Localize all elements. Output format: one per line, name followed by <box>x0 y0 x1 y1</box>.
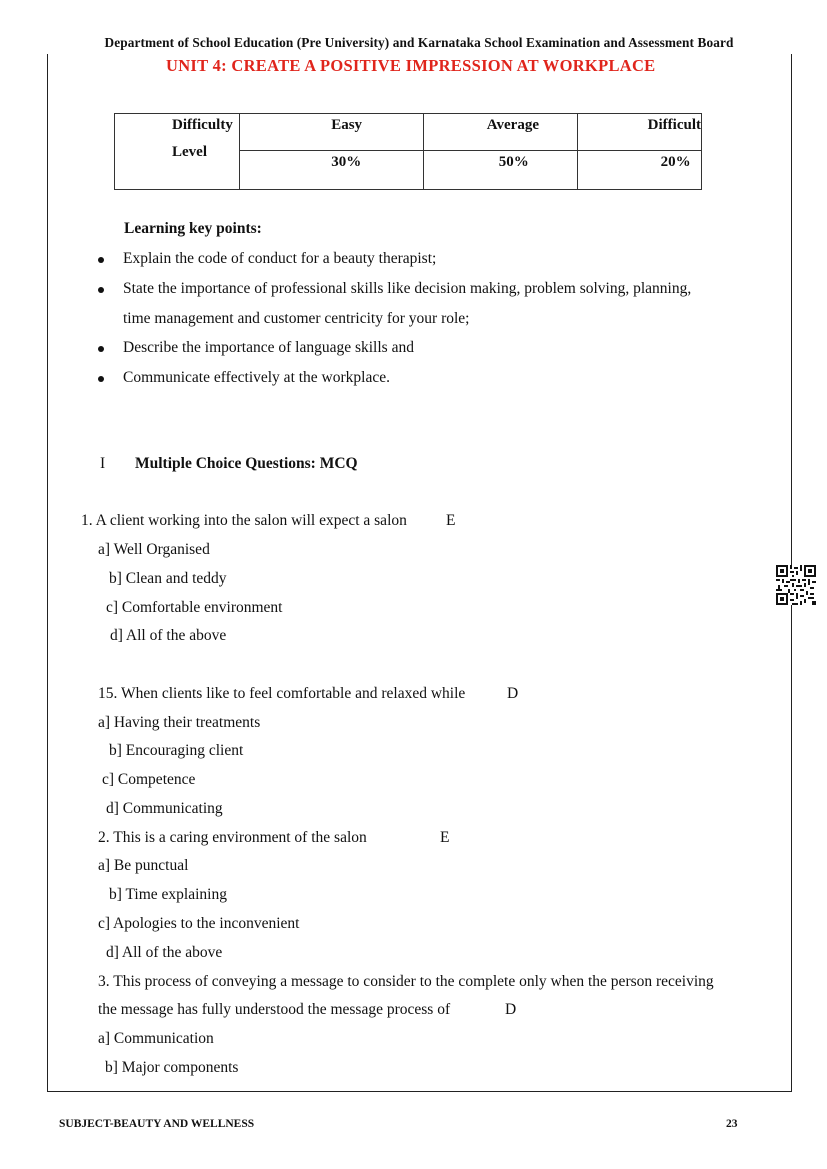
col-easy: Easy <box>240 114 424 151</box>
bullet-icon <box>98 376 104 382</box>
difficulty-label-cell <box>115 114 240 190</box>
learning-point: Explain the code of conduct for a beauty therapist; <box>123 250 437 267</box>
section-title: Multiple Choice Questions: MCQ <box>135 455 358 472</box>
question-answer: E <box>446 512 456 529</box>
option: c] Apologies to the inconvenient <box>98 915 300 932</box>
value-easy: 30% <box>240 151 424 190</box>
col-average: Average <box>423 114 577 151</box>
option: c] Competence <box>102 771 196 788</box>
option: b] Clean and teddy <box>109 570 227 587</box>
question-answer: E <box>440 829 450 846</box>
value-average: 50% <box>423 151 577 190</box>
learning-point: State the importance of professional skills like decision making, problem solving, planning, <box>123 280 692 297</box>
bullet-icon <box>98 287 104 293</box>
question-answer: D <box>507 685 519 702</box>
question-text-continuation: the message has fully understood the message process of <box>98 1001 451 1018</box>
option: d] Communicating <box>106 800 223 817</box>
page-number: 23 <box>726 1118 738 1130</box>
learning-point: Describe the importance of language skills and <box>123 339 414 356</box>
option: c] Comfortable environment <box>106 599 283 616</box>
option: b] Encouraging client <box>109 742 244 759</box>
option: a] Be punctual <box>98 857 189 874</box>
qr-code-icon <box>776 565 816 605</box>
level-label: Level <box>172 144 207 160</box>
bullet-icon <box>98 257 104 263</box>
question-answer: D <box>505 1001 517 1018</box>
difficulty-table <box>114 113 702 190</box>
question-text: 1. A client working into the salon will expect a salon <box>81 512 407 529</box>
bullet-icon <box>98 346 104 352</box>
question-text: 2. This is a caring environment of the salon <box>98 829 367 846</box>
col-difficult: Difficult <box>577 114 701 151</box>
question-text: 15. When clients like to feel comfortable and relaxed while <box>98 685 466 702</box>
option: a] Communication <box>98 1030 214 1047</box>
option: b] Time explaining <box>109 886 227 903</box>
board-header: Department of School Education (Pre University) and Karnataka School Examination and Assessment Board <box>104 35 734 50</box>
difficulty-label: Difficulty <box>172 117 233 133</box>
unit-title: UNIT 4: CREATE A POSITIVE IMPRESSION AT WORKPLACE <box>166 56 656 75</box>
value-difficult: 20% <box>577 151 701 190</box>
option: d] All of the above <box>106 944 223 961</box>
learning-key-points-title: Learning key points: <box>124 220 262 237</box>
option: a] Having their treatments <box>98 714 261 731</box>
section-number: I <box>100 455 106 472</box>
question-text: 3. This process of conveying a message to consider to the complete only when the person receiving <box>98 973 714 990</box>
footer-subject: SUBJECT-BEAUTY AND WELLNESS <box>59 1118 255 1130</box>
option: b] Major components <box>105 1059 239 1076</box>
option: a] Well Organised <box>98 541 210 558</box>
learning-point: Communicate effectively at the workplace. <box>123 369 390 386</box>
option: d] All of the above <box>110 627 227 644</box>
learning-point-continuation: time management and customer centricity for your role; <box>123 310 470 327</box>
